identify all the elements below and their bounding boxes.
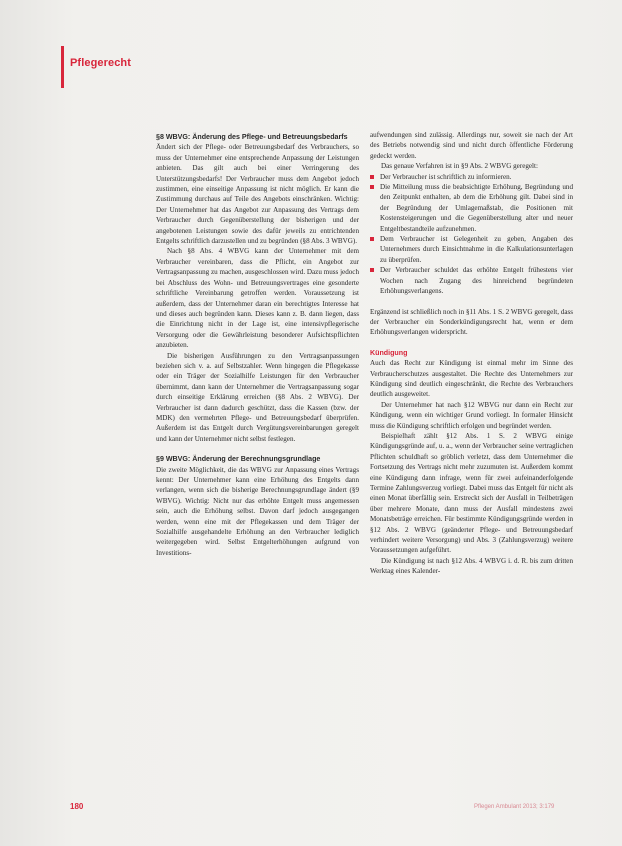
paragraph: Die bisherigen Ausführungen zu den Vertragsanpassungen beziehen sich v. a. auf Selbstzahler. Wenn hingegen die Pflegekasse oder ein Träger der Sozialhilfe Leistungen für den Verbraucher übernimmt, dann kann der Unternehmer die Vertragsanpassung sogar durch einseitige Erklärung erreichen (§8 Abs. 2 WBVG). Der Verbraucher ist dann dadurch geschützt, dass die Kassen (bzw. der MDK) den vermehrten Pflege- und Betreuungsbedarf überprüfen. Außerdem ist das Entgelt durch Vergütungsvereinbarungen geregelt und kann der Unternehmer nicht selbst festlegen.	[156, 351, 359, 443]
list-item: Dem Verbraucher ist Gelegenheit zu geben, Angaben des Unternehmers durch Einsichtnahme in die Kalkulationsunterlagen zu überprüfen.	[370, 234, 573, 265]
paragraph: Das genaue Verfahren ist in §9 Abs. 2 WBVG geregelt:	[381, 162, 538, 171]
list-item: Der Verbraucher ist schriftlich zu informieren.	[370, 172, 573, 182]
heading-8-wbvg: §8 WBVG: Änderung des Pflege- und Betreuungsbedarfs	[156, 133, 348, 141]
bullet-square-icon	[370, 185, 374, 189]
paragraph: Auch das Recht zur Kündigung ist einmal mehr im Sinne des Verbraucherschutzes ausgestaltet. Die Rechte des Unternehmers zur Kündigung sind deutlich eingeschränkt, die Rechte des Verbrauchers deutlich ausgeweitet.	[370, 359, 573, 399]
paragraph: Beispielhaft zählt §12 Abs. 1 S. 2 WBVG einige Kündigungsgründe auf, u. a., wenn der Verbraucher seine vertraglichen Pflichten schuldhaft so gröblich verletzt, dass dem Unternehmer die Fortsetzung des Vertrags nicht mehr zuzumuten ist. Außerdem kommt eine Kündigung dann infrage, wenn für zwei aufeinanderfolgende Termine Zahlungsverzug vorliegt. Dabei muss das Entgelt für nicht als einen Monat überfällig sein. Erstreckt sich der Ausfall in Teilbeträgen über mehrere Monate, dann muss der Ausfall mindestens zwei Monatsbeträge erreichen. Für bestimmte Kündigungsgründe werden in §12 Abs. 2 WBVG (geänderter Pflege- und Betreuungsbedarf verhindert weitere Versorgung) und Abs. 3 (Zahlungsverzug) weitere Voraussetzungen aufgeführt.	[370, 431, 573, 555]
paragraph: Nach §8 Abs. 4 WBVG kann der Unternehmer mit dem Verbraucher vereinbaren, dass die Pflicht, ein Angebot zur Vertragsanpassung zu machen, ausgeschlossen wird. Dazu muss jedoch bei Abschluss des Wohn- und Betreuungsvertrages eine gesonderte schriftliche Vereinbarung getroffen werden. Voraussetzung ist außerdem, dass der Unternehmer daran ein berechtigtes Interesse hat und dieses auch begründen kann. Dieses kann z. B. dann liegen, dass die Einrichtung nicht in der Lage ist, eine intensivpflegerische Versorgung oder die Gewährleistung besonderer Aufsichtspflichten anzubieten.	[156, 247, 359, 350]
paragraph: Ändert sich der Pflege- oder Betreuungsbedarf des Verbrauchers, so muss der Unternehmer eine entsprechende Anpassung der Leistungen anbieten. Das gilt auch bei einer Verringerung des Unterstützungsbedarfs! Der Verbraucher muss dem Angebot jedoch zustimmen, eine einseitige Anpassung ist nicht möglich. Er kann die Zustimmung durchaus auf Teile des Angebots einschränken. Wichtig: Der Unternehmer hat das Angebot zur Anpassung des Vertrags dem Verbraucher durch Gegenüberstellung der bisherigen und der angebotenen Leistungen sowie des dafür jeweils zu entrichtenden Entgelts schriftlich darzustellen und zu begründen (§8 Abs. 3 WBVG).	[156, 143, 359, 246]
left-column	[156, 132, 359, 558]
paragraph: Der Unternehmer hat nach §12 WBVG nur dann ein Recht zur Kündigung, wenn ein wichtiger Grund vorliegt. In formaler Hinsicht muss die Kündigung schriftlich erfolgen und begründet werden.	[370, 400, 573, 430]
bullet-square-icon	[370, 237, 374, 241]
bullet-square-icon	[370, 268, 374, 272]
paragraph: Ergänzend ist schließlich noch in §11 Abs. 1 S. 2 WBVG geregelt, dass der Verbraucher ein Sonderkündigungsrecht hat, wenn er dem Erhöhungsverlangen widerspricht.	[370, 307, 573, 337]
paragraph: aufwendungen sind zulässig. Allerdings nur, soweit sie nach der Art des Betriebs notwendig sind und nicht durch öffentliche Förderung gedeckt werden.	[370, 131, 573, 160]
list-item: Der Verbraucher schuldet das erhöhte Entgelt frühestens vier Wochen nach Zugang des hinreichend begründeten Erhöhungsverlangens.	[370, 265, 573, 296]
section-title: Pflegerecht	[70, 57, 132, 69]
list-item: Die Mitteilung muss die beabsichtigte Erhöhung, Begründung und den Zeitpunkt enthalten, ab dem die Erhöhung gilt. Dabei sind in der Begründung der Umlagemaßstab, die Positionen mit Kostensteigerungen und die Gegenüberstellung alter und neuer Entgeltbestandteile aufzunehmen.	[370, 182, 573, 234]
page-number: 180	[70, 802, 84, 811]
procedure-list	[370, 172, 573, 297]
accent-rule	[61, 46, 64, 88]
right-column	[370, 130, 573, 577]
bullet-square-icon	[370, 175, 374, 179]
heading-9-wbvg: §9 WBVG: Änderung der Berechnungsgrundlage	[156, 455, 321, 464]
heading-kuendigung: Kündigung	[370, 348, 408, 357]
paragraph: Die Kündigung ist nach §12 Abs. 4 WBVG i. d. R. bis zum dritten Werktag eines Kalender-	[370, 556, 573, 576]
source-line: Pflegen Ambulant 2013; 3:179	[474, 804, 555, 810]
paragraph: Die zweite Möglichkeit, die das WBVG zur Anpassung eines Vertrags kennt: Der Unternehmer kann eine Erhöhung des Entgelts dann verlangen, wenn sich die bisherige Berechnungsgrundlage ändert (§9 WBVG). Wichtig: Nicht nur das erhöhte Entgelt muss angemessen sein, auch die Erhöhung selbst. Davon darf jedoch ausgegangen werden, wenn eine mit der Pflegekassen und dem Träger der Sozialhilfe ausgehandelte Erhöhung an den Verbraucher lediglich weitergegeben wird. Selbst Entgelterhöhungen aufgrund von Investitions-	[156, 465, 359, 557]
